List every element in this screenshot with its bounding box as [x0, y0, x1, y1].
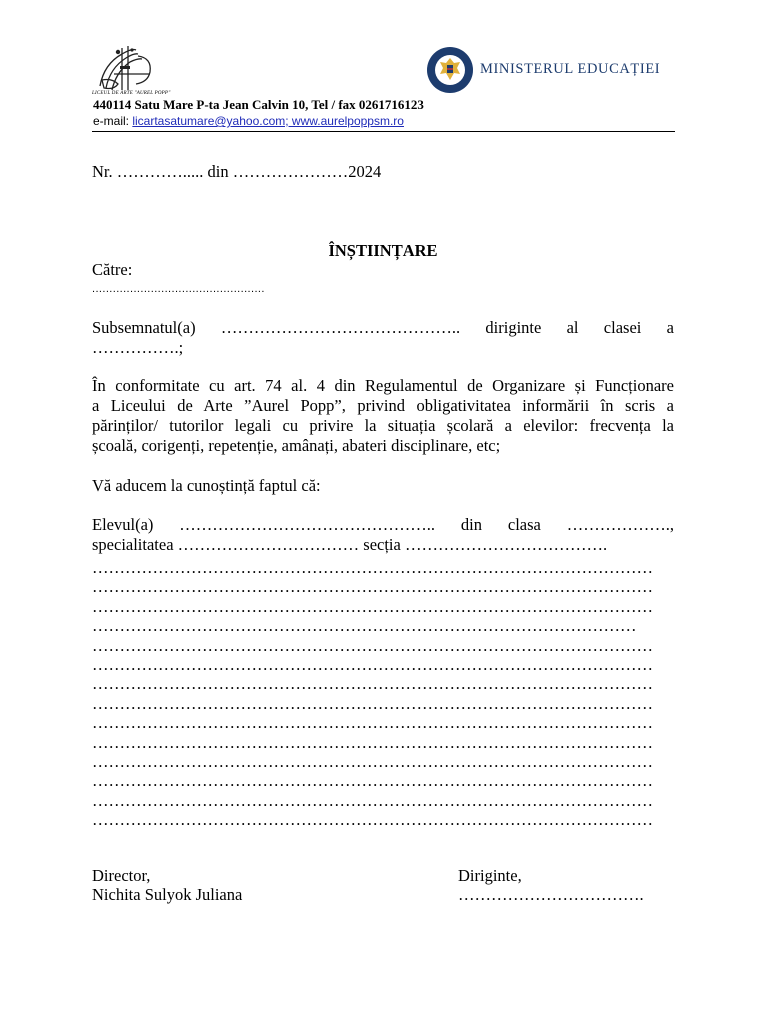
diriginte-label: Diriginte, [458, 866, 522, 885]
ministry-seal-icon [426, 46, 474, 94]
document-title: ÎNȘTIINȚARE [328, 241, 438, 260]
student-line-1: Elevul(a) ……………………………………….. din clasa ………………., [92, 515, 674, 534]
blank-line: ………………………………………………………………………………………… [92, 693, 653, 713]
school-address: 440114 Satu Mare P-ta Jean Calvin 10, Tel / fax 0261716123 [93, 97, 424, 112]
regulation-line-1: În conformitate cu art. 74 al. 4 din Regulamentul de Organizare și Funcționare [92, 376, 674, 395]
ministry-name: MINISTERUL EDUCAȚIEI [480, 61, 661, 77]
blank-line: ………………………………………………………………………………………… [92, 771, 653, 791]
student-paragraph [92, 515, 674, 555]
signatory-line-1: Subsemnatul(a) …………………………………….. diriginte al clasei a [92, 318, 674, 337]
blank-line: ………………………………………………………………………………………… [92, 732, 653, 752]
director-label: Director, [92, 866, 151, 885]
blank-line: ………………………………………………………………………………………… [92, 558, 653, 577]
blank-line: ………………………………………………………………………………………… [92, 790, 653, 810]
header-divider [92, 131, 675, 132]
blank-line: ………………………………………………………………………………………… [92, 674, 653, 694]
blank-line: ………………………………………………………………………………………… [92, 654, 653, 674]
recipient-label: Către: [92, 260, 133, 279]
diriginte-signature-dots: ……………………………. [458, 885, 644, 904]
regulation-line-2: a Liceului de Arte ”Aurel Popp”, privind obligativitatea informării în scris a [92, 396, 674, 415]
blank-line: ……………………………………………………………………………………… [92, 616, 637, 636]
school-caption: LICEUL DE ARTE "AUREL POPP" [92, 91, 171, 96]
signatory-paragraph [92, 318, 674, 358]
email-label: e-mail: [93, 114, 133, 128]
regulation-paragraph [92, 376, 674, 456]
blank-line: ………………………………………………………………………………………… [92, 635, 653, 655]
recipient-dots: .................................................. [92, 283, 265, 295]
email-website-link[interactable]: licartasatumare@yahoo.com; www.aurelpoppsm.ro [132, 114, 404, 128]
blank-line: ………………………………………………………………………………………… [92, 751, 653, 771]
student-line-2: specialitatea …………………………… secția ………………………………. [92, 535, 608, 554]
blank-line: ………………………………………………………………………………………… [92, 810, 653, 830]
notice-line: Vă aducem la cunoștință faptul că: [92, 476, 321, 495]
director-name: Nichita Sulyok Juliana [92, 885, 243, 904]
blank-line: ………………………………………………………………………………………… [92, 713, 653, 733]
blank-line: ………………………………………………………………………………………… [92, 596, 653, 616]
blank-line: ………………………………………………………………………………………… [92, 577, 653, 597]
email-line [93, 114, 404, 128]
signatory-line-2: …………….; [92, 338, 184, 357]
registration-number-line: Nr. …………..... din …………………2024 [92, 162, 382, 181]
regulation-line-3: părinților/ tutorilor legali cu privire la situația școlară a elevilor: frecvența la [92, 416, 674, 435]
regulation-line-4: școală, corigenți, repetenție, amânați, abateri disciplinare, etc; [92, 436, 501, 455]
blank-lines-block [92, 558, 674, 829]
